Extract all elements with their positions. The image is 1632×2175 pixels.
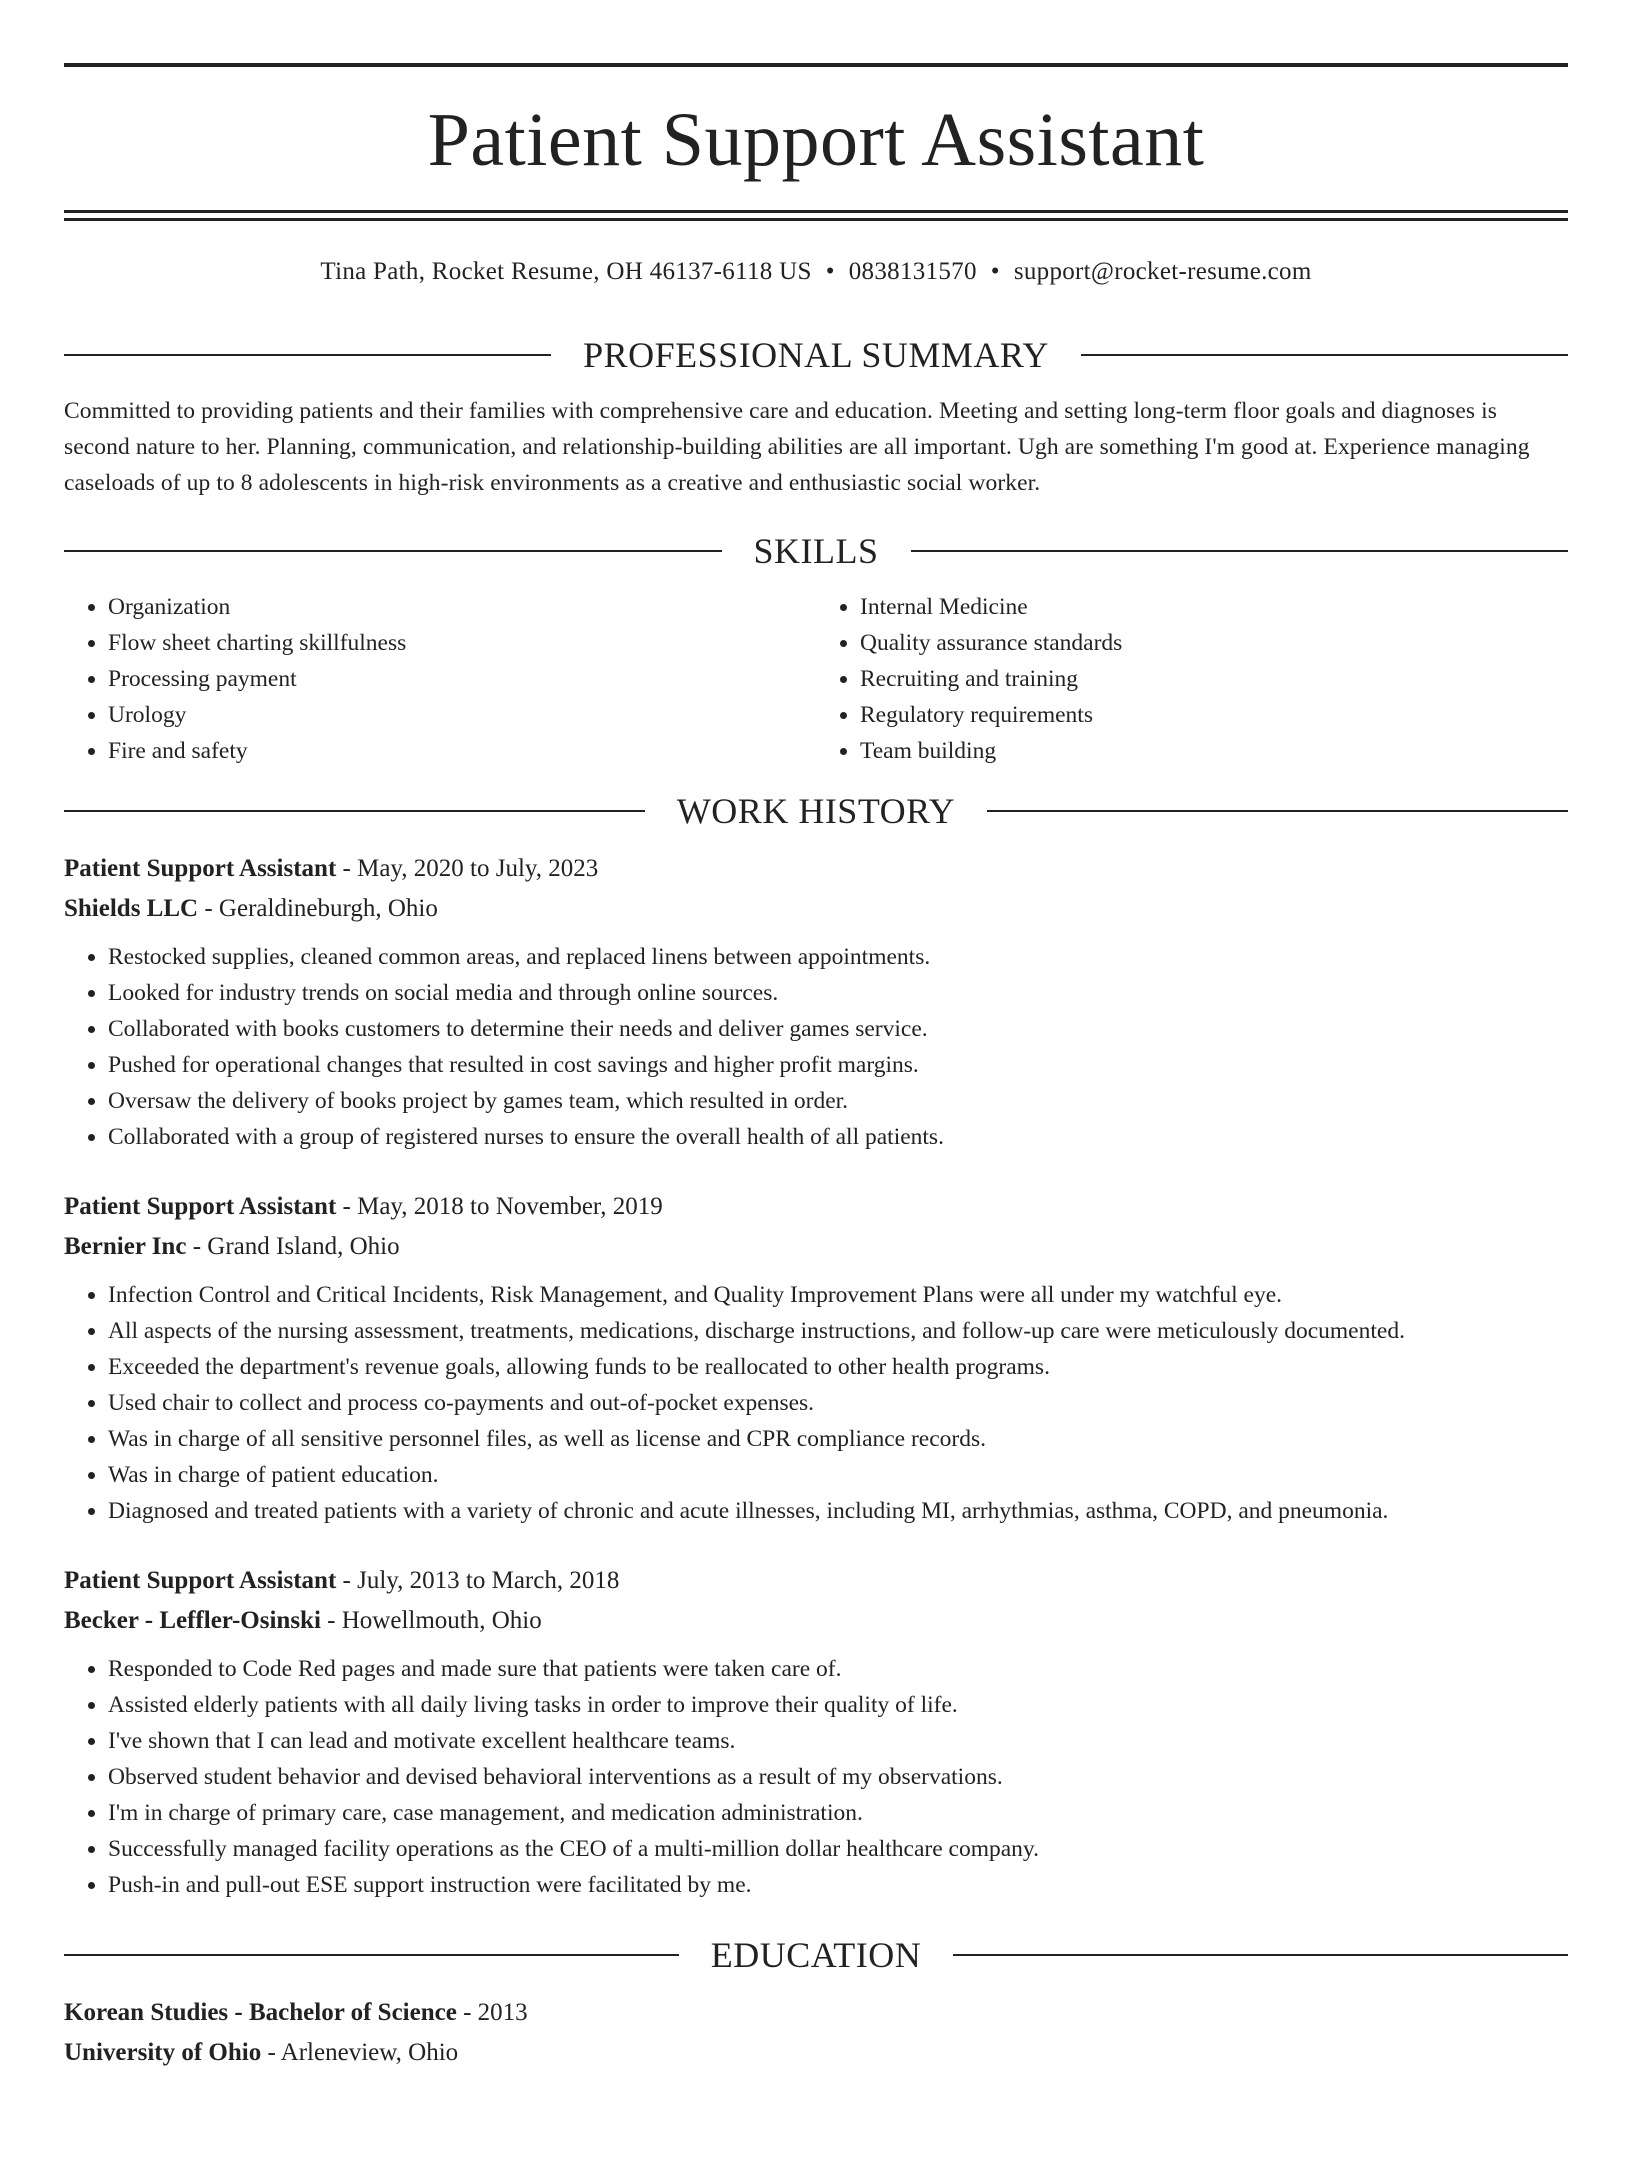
job-dash: - xyxy=(336,855,358,882)
summary-title: PROFESSIONAL SUMMARY xyxy=(583,335,1049,375)
education-entry xyxy=(64,1993,1568,2073)
skills-title: SKILLS xyxy=(753,531,879,571)
job-location: Howellmouth, Ohio xyxy=(341,1607,542,1634)
job-bullet: • Collaborated with books customers to determine their needs and deliver games service. xyxy=(108,1011,1568,1047)
skills-columns xyxy=(64,589,1568,769)
job-bullet: • Collaborated with a group of registered nurses to ensure the overall health of all patients. xyxy=(108,1119,1568,1155)
job-bullet: • Push-in and pull-out ESE support instruction were facilitated by me. xyxy=(108,1867,1568,1903)
job-bullet: • Exceeded the department's revenue goals, allowing funds to be reallocated to other health programs. xyxy=(108,1349,1568,1385)
job-bullets xyxy=(64,1277,1568,1529)
skills-list-left xyxy=(64,589,816,769)
skill-item: • Organization xyxy=(108,589,816,625)
job-dates: May, 2018 to November, 2019 xyxy=(357,1193,663,1220)
contact-phone: 0838131570 xyxy=(848,258,977,285)
job-company-line xyxy=(64,1227,1568,1267)
education-title: EDUCATION xyxy=(710,1935,922,1975)
job-bullet: • Used chair to collect and process co-payments and out-of-pocket expenses. xyxy=(108,1385,1568,1421)
job-bullet: • Responded to Code Red pages and made sure that patients were taken care of. xyxy=(108,1651,1568,1687)
job-bullet: • Was in charge of all sensitive personnel files, as well as license and CPR compliance records. xyxy=(108,1421,1568,1457)
work-heading xyxy=(64,789,1568,833)
job-dates: May, 2020 to July, 2023 xyxy=(357,855,599,882)
job-bullet: • Successfully managed facility operations as the CEO of a multi-million dollar healthcare company. xyxy=(108,1831,1568,1867)
job-bullet: • I'm in charge of primary care, case management, and medication administration. xyxy=(108,1795,1568,1831)
job-role: Patient Support Assistant xyxy=(64,855,337,882)
job-company: Bernier Inc xyxy=(64,1233,187,1260)
contact-address: Tina Path, Rocket Resume, OH 46137-6118 US xyxy=(320,258,812,285)
job-title-line xyxy=(64,1561,1568,1601)
education-heading xyxy=(64,1933,1568,1977)
skills-list-right xyxy=(816,589,1568,769)
job-dash: - xyxy=(198,895,219,922)
job-location: Grand Island, Ohio xyxy=(207,1233,400,1260)
job-title-line xyxy=(64,849,1568,889)
job-bullets xyxy=(64,939,1568,1155)
education-location: Arleneview, Ohio xyxy=(280,2039,459,2066)
summary-heading xyxy=(64,333,1568,377)
job-dates: July, 2013 to March, 2018 xyxy=(357,1567,620,1594)
job-company: Becker - Leffler-Osinski xyxy=(64,1607,321,1634)
skill-item: • Quality assurance standards xyxy=(860,625,1568,661)
skill-item: • Fire and safety xyxy=(108,733,816,769)
job-bullet: • Infection Control and Critical Incidents, Risk Management, and Quality Improvement Plans were all under my watchful eye. xyxy=(108,1277,1568,1313)
contact-line xyxy=(64,257,1568,287)
job-bullet: • Pushed for operational changes that resulted in cost savings and higher profit margins. xyxy=(108,1047,1568,1083)
job-bullet: • All aspects of the nursing assessment, treatments, medications, discharge instructions, and follow-up care were meticulously documented. xyxy=(108,1313,1568,1349)
job-bullets xyxy=(64,1651,1568,1903)
skill-item: • Processing payment xyxy=(108,661,816,697)
job-bullet: • I've shown that I can lead and motivate excellent healthcare teams. xyxy=(108,1723,1568,1759)
job-dash: - xyxy=(336,1567,358,1594)
contact-separator: • xyxy=(825,258,835,285)
job-entry xyxy=(64,1561,1568,1903)
education-dash: - xyxy=(456,1999,478,2026)
skill-item: • Flow sheet charting skillfulness xyxy=(108,625,816,661)
job-bullet: • Was in charge of patient education. xyxy=(108,1457,1568,1493)
resume-page xyxy=(0,63,1632,2175)
skill-item: • Internal Medicine xyxy=(860,589,1568,625)
job-bullet: • Diagnosed and treated patients with a variety of chronic and acute illnesses, including MI, arrhythmias, asthma, COPD, and pneumonia. xyxy=(108,1493,1568,1529)
skill-item: • Recruiting and training xyxy=(860,661,1568,697)
job-bullet: • Observed student behavior and devised behavioral interventions as a result of my observations. xyxy=(108,1759,1568,1795)
work-title: WORK HISTORY xyxy=(676,791,956,831)
job-bullet: • Restocked supplies, cleaned common areas, and replaced linens between appointments. xyxy=(108,939,1568,975)
education-school-line xyxy=(64,2033,1568,2073)
job-dash: - xyxy=(336,1193,358,1220)
skills-heading xyxy=(64,529,1568,573)
job-bullet: • Assisted elderly patients with all daily living tasks in order to improve their quality of life. xyxy=(108,1687,1568,1723)
job-role: Patient Support Assistant xyxy=(64,1567,337,1594)
double-rule xyxy=(64,210,1568,221)
skill-item: • Regulatory requirements xyxy=(860,697,1568,733)
contact-separator: • xyxy=(990,258,1000,285)
education-school: University of Ohio xyxy=(64,2039,262,2066)
job-bullet: • Looked for industry trends on social media and through online sources. xyxy=(108,975,1568,1011)
job-company: Shields LLC xyxy=(64,895,199,922)
education-degree-line xyxy=(64,1993,1568,2033)
contact-email: support@rocket-resume.com xyxy=(1013,258,1312,285)
skill-item: • Team building xyxy=(860,733,1568,769)
job-bullet: • Oversaw the delivery of books project by games team, which resulted in order. xyxy=(108,1083,1568,1119)
summary-text: Committed to providing patients and their families with comprehensive care and education. Meeting and setting long-term floor goals and diagnoses is second nature to her. Planning, communication, and relationship-building abilities are all important. Ugh are something I'm good at. Experience managing caseloads of up to 8 adolescents in high-risk environments as a creative and enthusiastic social worker. xyxy=(64,398,1530,496)
job-entry xyxy=(64,849,1568,1155)
job-company-line xyxy=(64,1601,1568,1641)
job-dash: - xyxy=(320,1607,342,1634)
job-role: Patient Support Assistant xyxy=(64,1193,337,1220)
education-year: 2013 xyxy=(477,1999,528,2026)
education-degree: Korean Studies - Bachelor of Science xyxy=(64,1999,457,2026)
top-rule xyxy=(64,63,1568,67)
job-title-line xyxy=(64,1187,1568,1227)
job-entry xyxy=(64,1187,1568,1529)
job-company-line xyxy=(64,889,1568,929)
job-location: Geraldineburgh, Ohio xyxy=(218,895,438,922)
job-dash: - xyxy=(186,1233,208,1260)
skill-item: • Urology xyxy=(108,697,816,733)
education-dash: - xyxy=(261,2039,281,2066)
resume-name: Patient Support Assistant xyxy=(427,98,1205,182)
